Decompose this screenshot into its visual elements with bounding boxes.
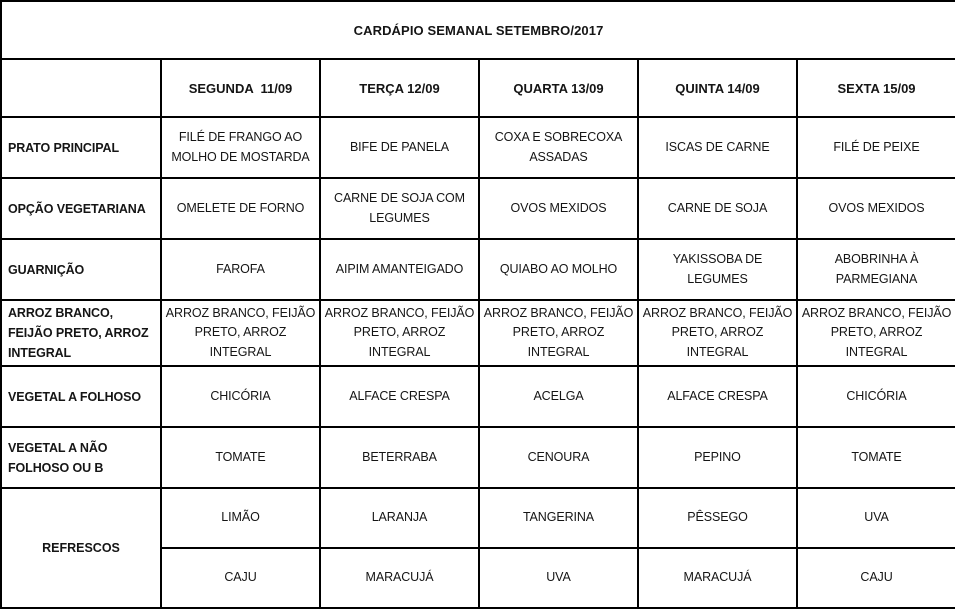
day-header-0: SEGUNDA 11/09 bbox=[161, 59, 320, 117]
menu-cell: CARNE DE SOJA COM LEGUMES bbox=[320, 178, 479, 239]
menu-cell: MARACUJÁ bbox=[320, 548, 479, 608]
corner-cell bbox=[1, 59, 161, 117]
menu-cell: ARROZ BRANCO, FEIJÃO PRETO, ARROZ INTEGRAL bbox=[479, 300, 638, 366]
day-header-2: QUARTA 13/09 bbox=[479, 59, 638, 117]
menu-cell: ALFACE CRESPA bbox=[638, 366, 797, 427]
menu-row bbox=[1, 366, 955, 427]
menu-cell: ARROZ BRANCO, FEIJÃO PRETO, ARROZ INTEGRAL bbox=[161, 300, 320, 366]
menu-cell: YAKISSOBA DE LEGUMES bbox=[638, 239, 797, 300]
row-label: OPÇÃO VEGETARIANA bbox=[1, 178, 161, 239]
menu-cell: FAROFA bbox=[161, 239, 320, 300]
refrescos-row-1 bbox=[1, 488, 955, 548]
menu-cell: CAJU bbox=[161, 548, 320, 608]
menu-row bbox=[1, 239, 955, 300]
menu-row bbox=[1, 427, 955, 488]
menu-cell: ARROZ BRANCO, FEIJÃO PRETO, ARROZ INTEGRAL bbox=[797, 300, 955, 366]
menu-row bbox=[1, 117, 955, 178]
menu-cell: CENOURA bbox=[479, 427, 638, 488]
menu-cell: ISCAS DE CARNE bbox=[638, 117, 797, 178]
menu-cell: OMELETE DE FORNO bbox=[161, 178, 320, 239]
menu-cell: ALFACE CRESPA bbox=[320, 366, 479, 427]
row-label: GUARNIÇÃO bbox=[1, 239, 161, 300]
menu-cell: OVOS MEXIDOS bbox=[797, 178, 955, 239]
day-header-4: SEXTA 15/09 bbox=[797, 59, 955, 117]
menu-cell: ACELGA bbox=[479, 366, 638, 427]
row-label: PRATO PRINCIPAL bbox=[1, 117, 161, 178]
day-header-1: TERÇA 12/09 bbox=[320, 59, 479, 117]
menu-cell: AIPIM AMANTEIGADO bbox=[320, 239, 479, 300]
header-row bbox=[1, 59, 955, 117]
day-header-3: QUINTA 14/09 bbox=[638, 59, 797, 117]
menu-cell: TOMATE bbox=[161, 427, 320, 488]
title-row bbox=[1, 1, 955, 59]
menu-cell: MARACUJÁ bbox=[638, 548, 797, 608]
menu-cell: PEPINO bbox=[638, 427, 797, 488]
menu-row bbox=[1, 178, 955, 239]
menu-cell: FILÉ DE PEIXE bbox=[797, 117, 955, 178]
menu-row bbox=[1, 300, 955, 366]
row-label: VEGETAL A FOLHOSO bbox=[1, 366, 161, 427]
menu-cell: ARROZ BRANCO, FEIJÃO PRETO, ARROZ INTEGRAL bbox=[320, 300, 479, 366]
menu-cell: OVOS MEXIDOS bbox=[479, 178, 638, 239]
menu-cell: CHICÓRIA bbox=[797, 366, 955, 427]
menu-cell: TOMATE bbox=[797, 427, 955, 488]
menu-cell: UVA bbox=[797, 488, 955, 548]
menu-cell: QUIABO AO MOLHO bbox=[479, 239, 638, 300]
menu-cell: LARANJA bbox=[320, 488, 479, 548]
menu-cell: BETERRABA bbox=[320, 427, 479, 488]
menu-cell: CHICÓRIA bbox=[161, 366, 320, 427]
menu-cell: ABOBRINHA À PARMEGIANA bbox=[797, 239, 955, 300]
row-label-refrescos: REFRESCOS bbox=[1, 488, 161, 608]
menu-cell: LIMÃO bbox=[161, 488, 320, 548]
menu-cell: PÊSSEGO bbox=[638, 488, 797, 548]
row-label: VEGETAL A NÃO FOLHOSO OU B bbox=[1, 427, 161, 488]
menu-cell: TANGERINA bbox=[479, 488, 638, 548]
page-title: CARDÁPIO SEMANAL SETEMBRO/2017 bbox=[1, 1, 955, 59]
menu-cell: UVA bbox=[479, 548, 638, 608]
menu-cell: FILÉ DE FRANGO AO MOLHO DE MOSTARDA bbox=[161, 117, 320, 178]
menu-cell: ARROZ BRANCO, FEIJÃO PRETO, ARROZ INTEGRAL bbox=[638, 300, 797, 366]
menu-cell: COXA E SOBRECOXA ASSADAS bbox=[479, 117, 638, 178]
menu-cell: CARNE DE SOJA bbox=[638, 178, 797, 239]
menu-cell: BIFE DE PANELA bbox=[320, 117, 479, 178]
row-label: ARROZ BRANCO, FEIJÃO PRETO, ARROZ INTEGRAL bbox=[1, 300, 161, 366]
menu-cell: CAJU bbox=[797, 548, 955, 608]
